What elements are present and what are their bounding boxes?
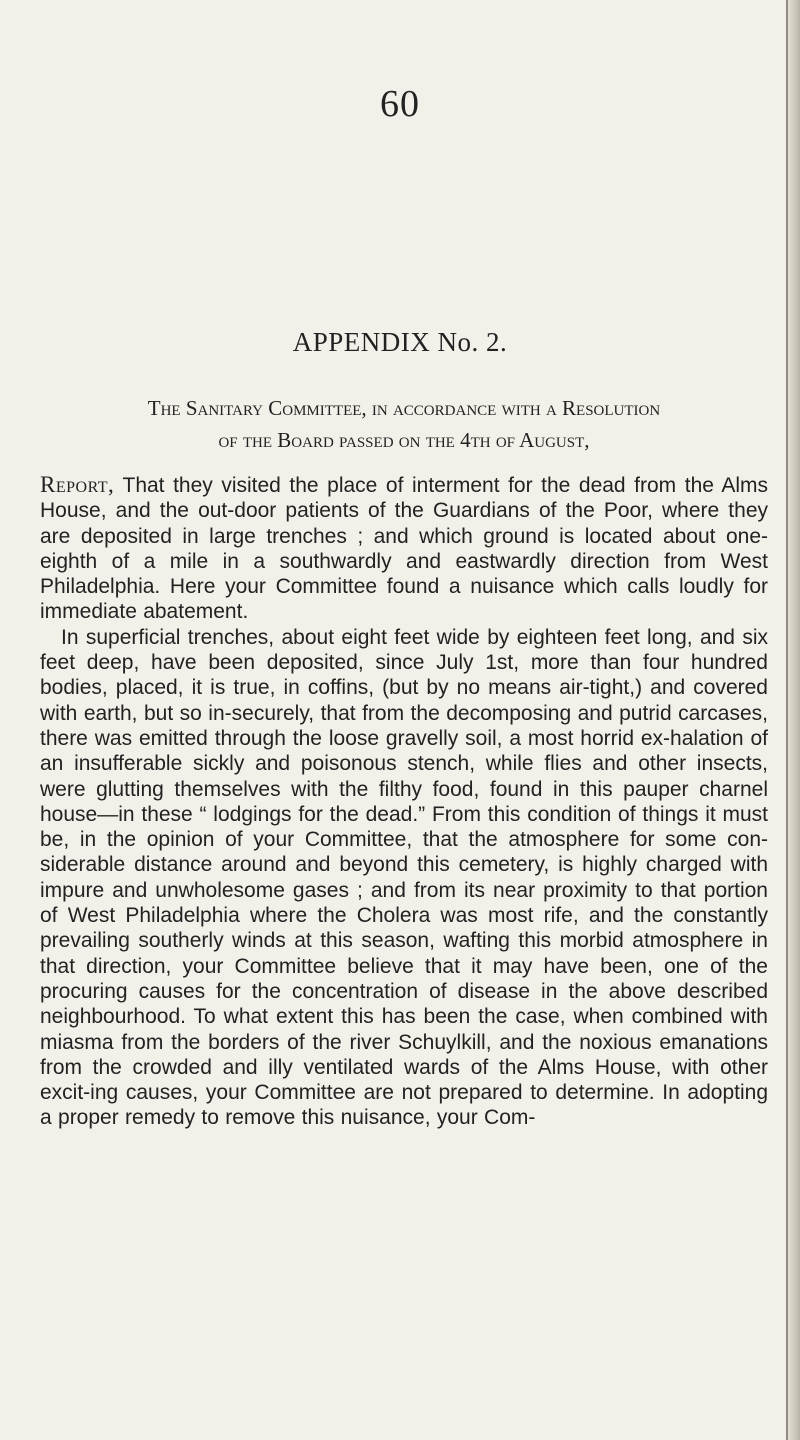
body-text [40,472,768,1131]
paragraph-1 [40,472,768,625]
heading-line-2: of the Board passed on the 4th of August, [218,428,590,452]
paragraph-2: In superficial trenches, about eight feet wide by eighteen feet long, and six feet deep, have been deposited, since July 1st, more than four hundred bodies, placed, it is true, in coffins, (but by no means air-tight,) and covered with earth, but so in-securely, that from the decomposing and putrid carcases, there was emitted through the loose gravelly soil, a most horrid ex-halation of an insufferable sickly and poisonous stench, while flies and other insects, were glutting themselves with the filthy food, found in this pauper charnel house—in these “ lodgings for the dead.” From this condition of things it must be, in the opinion of your Committee, that the atmosphere for some con-siderable distance around and beyond this cemetery, is highly charged with impure and unwholesome gases ; and from its near proximity to that portion of West Philadelphia where the Cholera was most rife, and the constantly prevailing southerly winds at this season, wafting this morbid atmosphere in that direction, your Committee believe that it may have been, one of the procuring causes for the concentration of disease in the above described neighbourhood. To what extent this has been the case, when combined with miasma from the borders of the river Schuylkill, and the noxious emanations from the crowded and illy ventilated wards of the Alms House, with other excit-ing causes, your Committee are not prepared to determine. In adopting a proper remedy to remove this nuisance, your Com- [40,625,768,1130]
page-number: 60 [380,83,420,125]
appendix-title: APPENDIX No. 2. [292,327,508,357]
heading-line-1: The Sanitary Committee, in accordance with a Resolution [147,396,661,420]
section-heading [40,392,768,456]
paragraph-lead-word: Report, [40,472,115,497]
paragraph-1-text: That they visited the place of interment for the dead from the Alms House, and the out-door patients of the Guardians of the Poor, where they are deposited in large trenches ; and which ground is located about one-eighth of a mile in a southwardly and eastwardly direction from West Philadelphia. Here your Committee found a nuisance which calls loudly for immediate abatement. [40,474,768,624]
page-edge [786,0,800,1440]
page-edge-line [786,0,788,1440]
